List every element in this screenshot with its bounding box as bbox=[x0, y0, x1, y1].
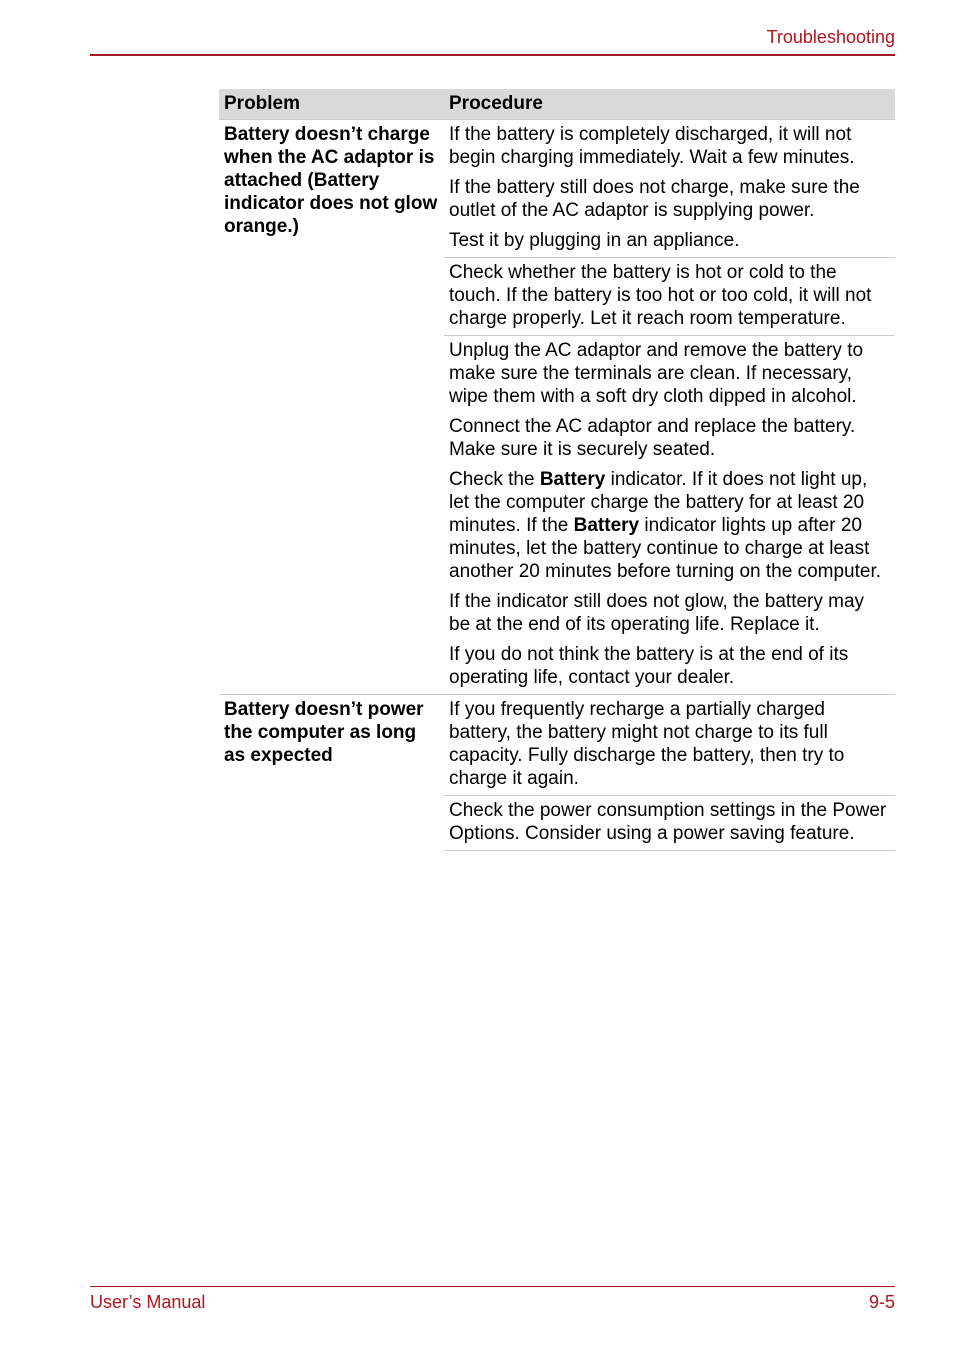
battery-indicator-term: Battery bbox=[539, 469, 606, 490]
column-header-problem: Problem bbox=[219, 89, 444, 120]
header-rule bbox=[90, 54, 895, 56]
procedure-text: If the battery still does not charge, make sure the outlet of the AC adaptor is supplying power. bbox=[449, 177, 860, 221]
procedure-cell bbox=[444, 258, 895, 336]
troubleshooting-table bbox=[219, 89, 895, 851]
table-header-row bbox=[219, 89, 895, 120]
running-header-title: Troubleshooting bbox=[766, 27, 895, 47]
procedure-text: Check whether the battery is hot or cold to the touch. If the battery is too hot or too cold, it will not charge properly. Let it reach room temperature. bbox=[449, 262, 872, 329]
problem-cell: Battery doesn’t power the computer as long as expected bbox=[219, 695, 444, 851]
battery-indicator-term: Battery bbox=[573, 515, 640, 536]
procedure-text: If you do not think the battery is at the end of its operating life, contact your dealer. bbox=[449, 644, 849, 688]
procedure-text: If the battery is completely discharged, it will not begin charging immediately. Wait a few minutes. bbox=[449, 124, 855, 168]
table-row bbox=[219, 695, 895, 796]
procedure-cell bbox=[444, 336, 895, 695]
procedure-cell bbox=[444, 796, 895, 851]
procedure-text-run: indicator lights up after 20 minutes, let the battery continue to charge at least another 20 minutes before turning on the computer. bbox=[449, 515, 881, 582]
procedure-text: Connect the AC adaptor and replace the battery. Make sure it is securely seated. bbox=[449, 416, 856, 460]
column-header-procedure: Procedure bbox=[444, 89, 895, 120]
footer-manual-title: User’s Manual bbox=[90, 1292, 206, 1312]
procedure-text: Test it by plugging in an appliance. bbox=[449, 230, 740, 251]
procedure-text-run: indicator. If it does not light up, let the computer charge the battery for at least 20 minutes. If the bbox=[449, 469, 868, 536]
procedure-cell bbox=[444, 695, 895, 796]
procedure-text: Check the power consumption settings in the Power Options. Consider using a power saving feature. bbox=[449, 800, 887, 844]
problem-cell: Battery doesn’t charge when the AC adaptor is attached (Battery indicator does not glow orange.) bbox=[219, 120, 444, 695]
procedure-cell bbox=[444, 120, 895, 258]
procedure-text: If you frequently recharge a partially charged battery, the battery might not charge to its full capacity. Fully discharge the battery, then try to charge it again. bbox=[449, 699, 845, 789]
procedure-text bbox=[449, 468, 890, 583]
procedure-text-run: Check the bbox=[449, 469, 540, 490]
procedure-text: If the indicator still does not glow, the battery may be at the end of its operating life. Replace it. bbox=[449, 591, 865, 635]
page-number: 9-5 bbox=[868, 1292, 895, 1312]
table-row bbox=[219, 120, 895, 258]
procedure-text: Unplug the AC adaptor and remove the battery to make sure the terminals are clean. If necessary, wipe them with a soft dry cloth dipped in alcohol. bbox=[449, 340, 864, 407]
footer-rule bbox=[90, 1286, 895, 1287]
